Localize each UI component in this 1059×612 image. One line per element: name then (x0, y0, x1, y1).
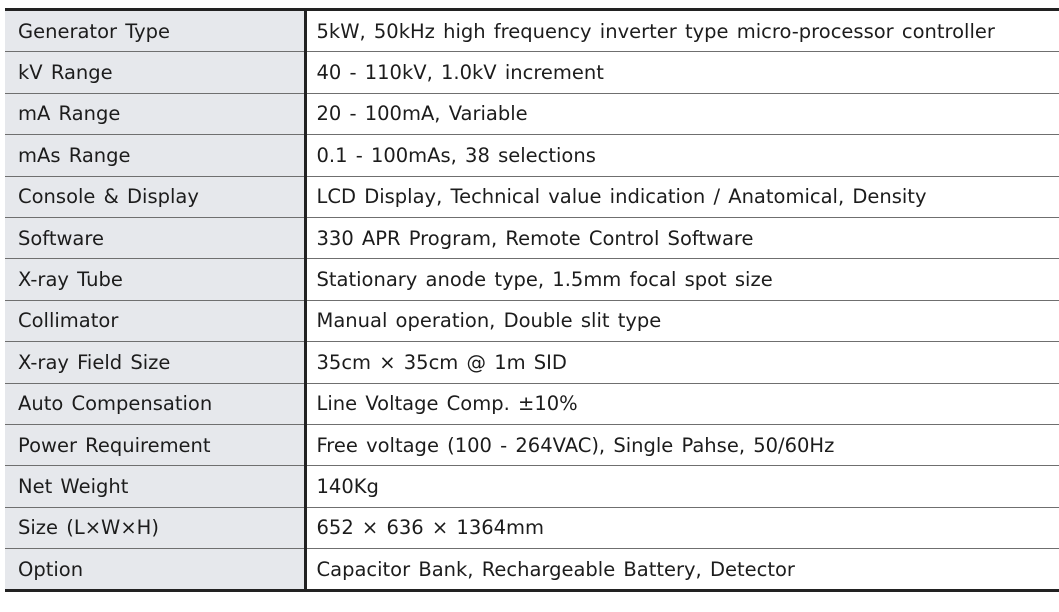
row-label: Collimator (5, 300, 305, 341)
row-value: 140Kg (305, 466, 1059, 507)
row-label: Net Weight (5, 466, 305, 507)
row-value: 40 - 110kV, 1.0kV increment (305, 52, 1059, 93)
table-row (5, 259, 1059, 300)
row-value: 330 APR Program, Remote Control Software (305, 217, 1059, 258)
row-value: 20 - 100mA, Variable (305, 93, 1059, 134)
table-row (5, 300, 1059, 341)
table-row (5, 383, 1059, 424)
row-value: Manual operation, Double slit type (305, 300, 1059, 341)
table-row (5, 135, 1059, 176)
row-value: Line Voltage Comp. ±10% (305, 383, 1059, 424)
row-value: 652 × 636 × 1364mm (305, 507, 1059, 548)
row-label: Auto Compensation (5, 383, 305, 424)
table-row (5, 10, 1059, 52)
row-value: Capacitor Bank, Rechargeable Battery, Detector (305, 549, 1059, 591)
row-label: Software (5, 217, 305, 258)
table-row (5, 549, 1059, 591)
row-label: kV Range (5, 52, 305, 93)
row-value: 35cm × 35cm @ 1m SID (305, 342, 1059, 383)
row-label: X-ray Tube (5, 259, 305, 300)
table-row (5, 93, 1059, 134)
row-label: X-ray Field Size (5, 342, 305, 383)
row-label: Power Requirement (5, 424, 305, 465)
row-label: Console & Display (5, 176, 305, 217)
row-label: Generator Type (5, 10, 305, 52)
row-label: mA Range (5, 93, 305, 134)
row-value: LCD Display, Technical value indication / Anatomical, Density (305, 176, 1059, 217)
row-value: 0.1 - 100mAs, 38 selections (305, 135, 1059, 176)
table-row (5, 52, 1059, 93)
table-row (5, 424, 1059, 465)
row-value: Free voltage (100 - 264VAC), Single Pahse, 50/60Hz (305, 424, 1059, 465)
table-row (5, 507, 1059, 548)
table-row (5, 466, 1059, 507)
spec-table (5, 8, 1059, 592)
table-row (5, 217, 1059, 258)
row-value: 5kW, 50kHz high frequency inverter type micro-processor controller (305, 10, 1059, 52)
row-label: Option (5, 549, 305, 591)
table-row (5, 176, 1059, 217)
row-label: Size (L×W×H) (5, 507, 305, 548)
table-row (5, 342, 1059, 383)
row-value: Stationary anode type, 1.5mm focal spot size (305, 259, 1059, 300)
row-label: mAs Range (5, 135, 305, 176)
